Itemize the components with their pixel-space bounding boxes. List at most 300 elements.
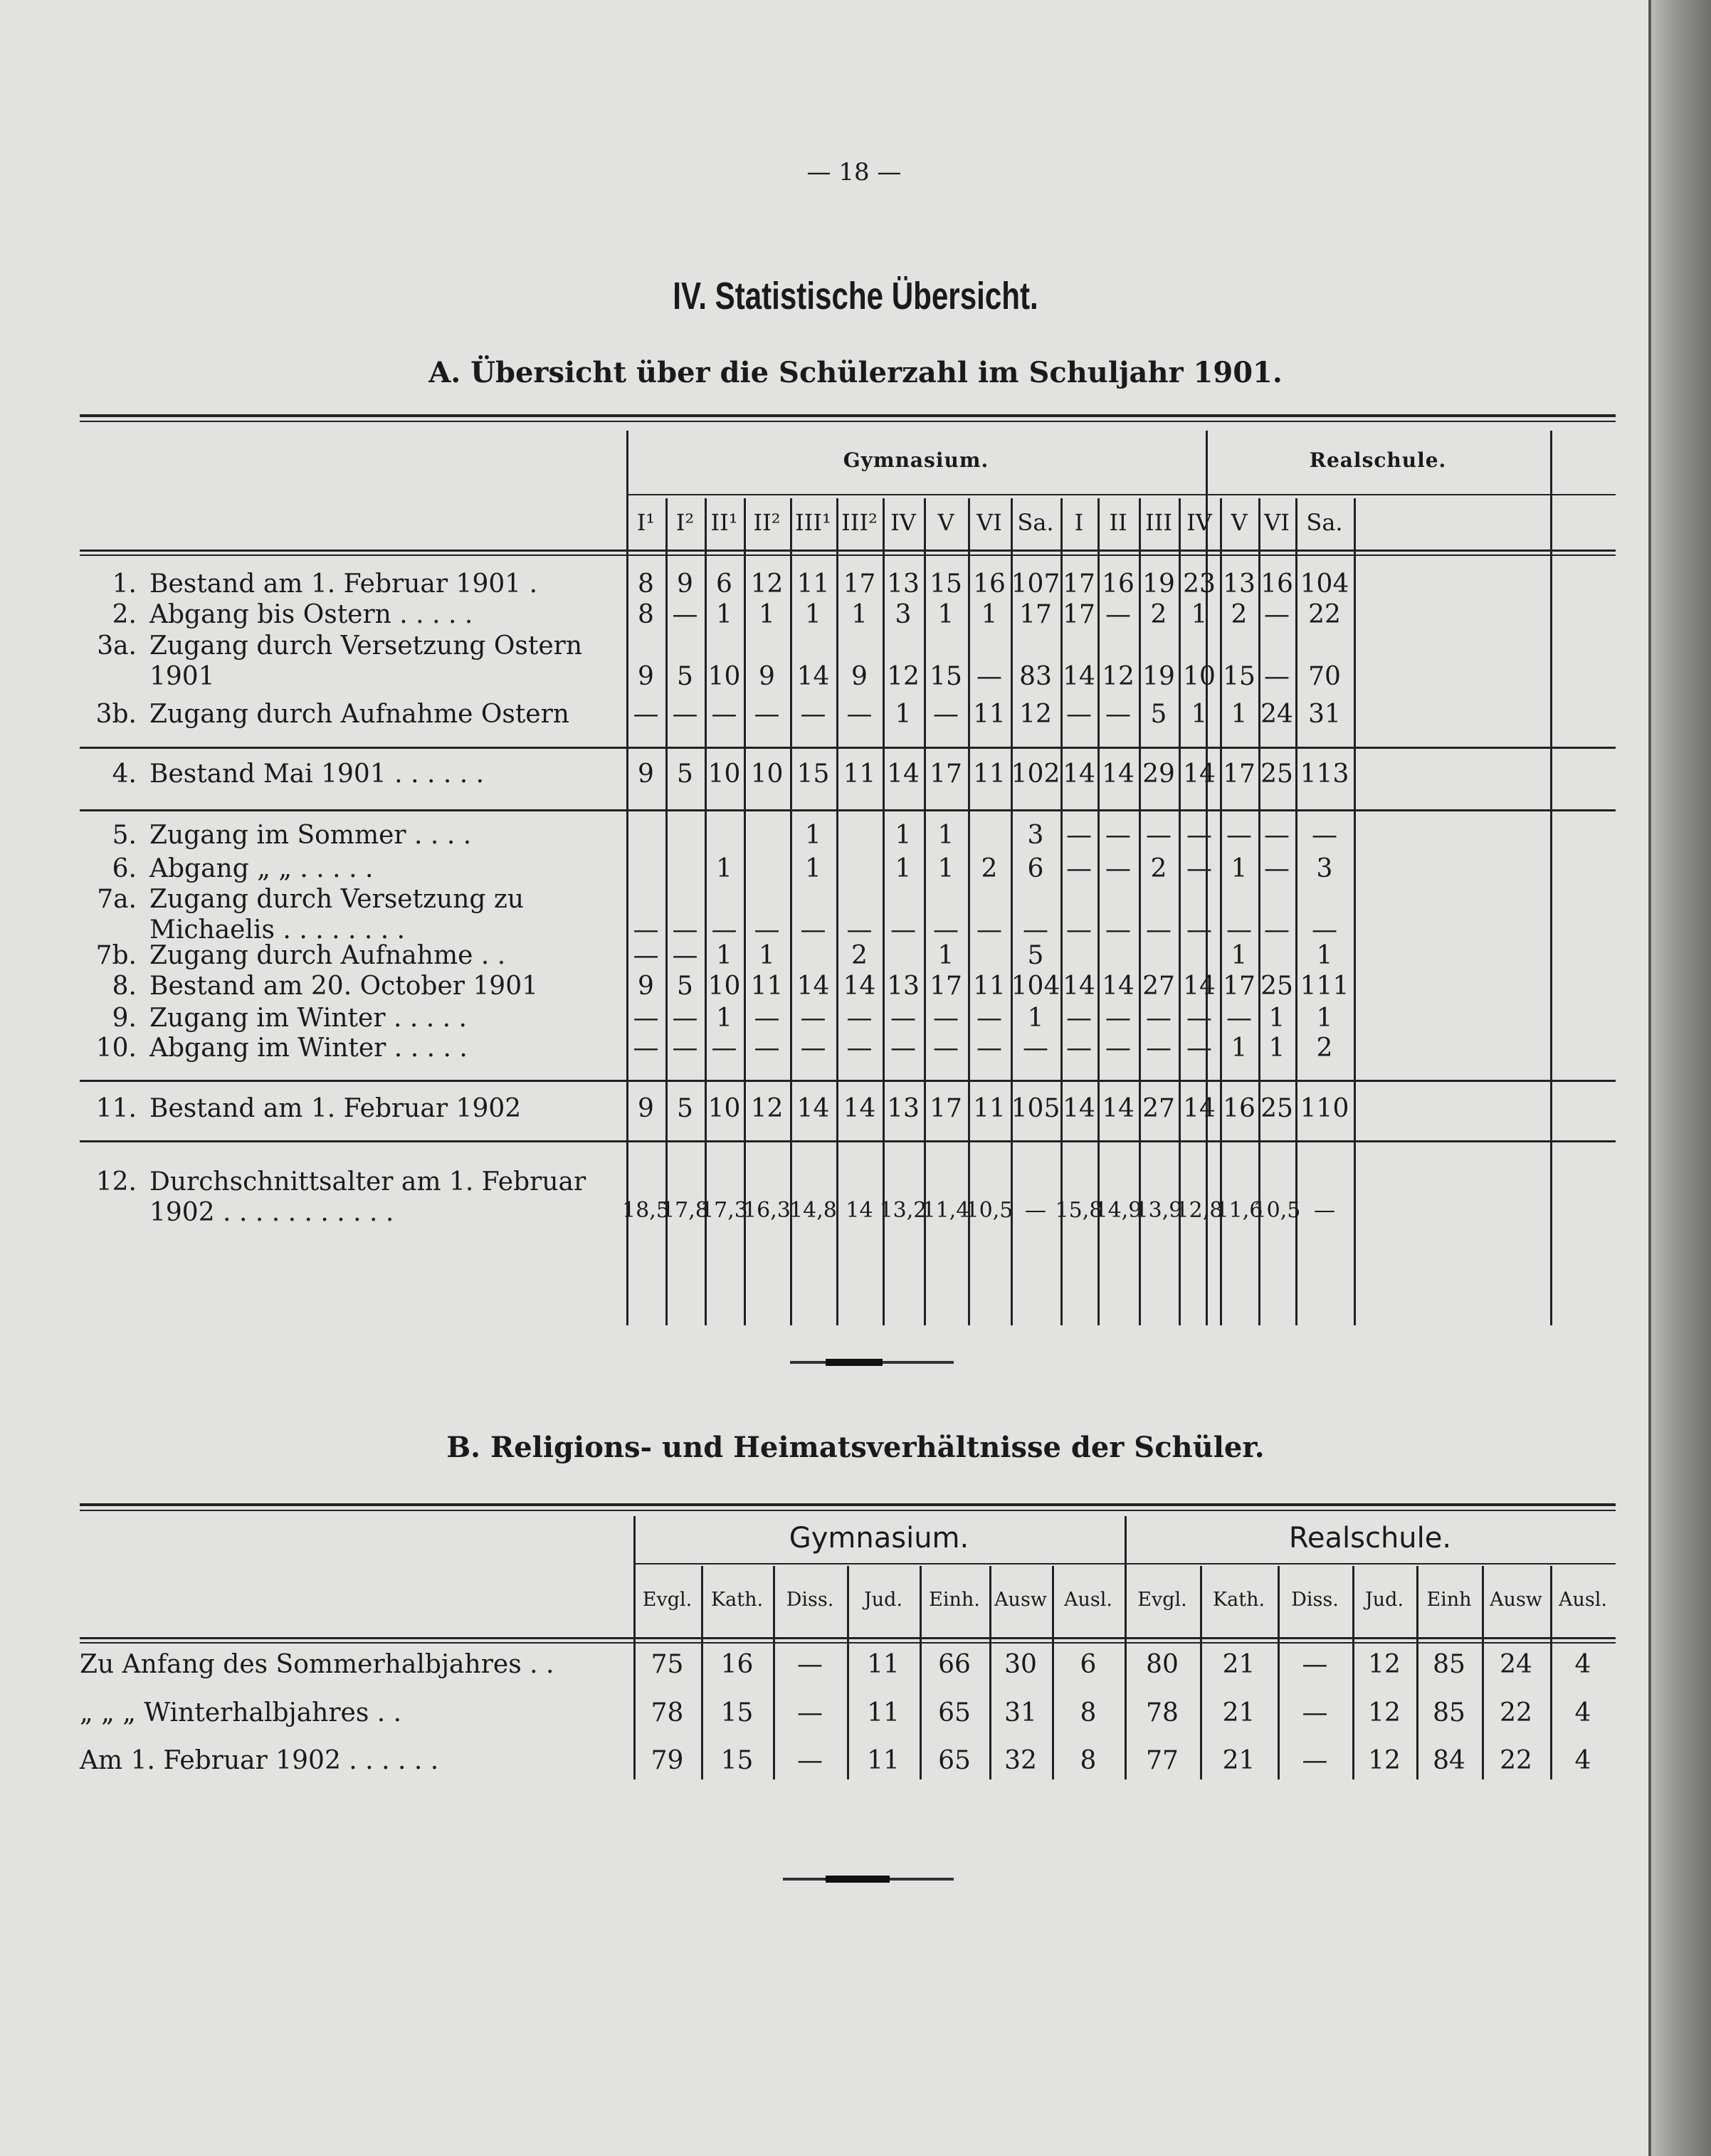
table-cell: — xyxy=(1186,854,1212,883)
table-cell: 14,8 xyxy=(789,1198,837,1223)
table-cell: 5 xyxy=(677,972,693,1001)
table-cell: 1 xyxy=(937,600,954,629)
table-cell: 12,8 xyxy=(1175,1198,1223,1223)
table-cell: 11 xyxy=(973,1094,1006,1123)
table-cell: 14 xyxy=(1063,1094,1095,1123)
table-cell: 1 xyxy=(1231,854,1248,883)
table-cell: 24 xyxy=(1260,700,1293,729)
table-cell: 17,3 xyxy=(700,1198,748,1223)
table-cell: 1 xyxy=(981,600,998,629)
table-cell: 1 xyxy=(1268,1034,1285,1063)
column-header: VI xyxy=(1264,509,1290,536)
table-cell: — xyxy=(1066,854,1092,883)
table-cell: — xyxy=(1264,662,1290,691)
table-cell: — xyxy=(933,700,959,729)
table-cell: 10,5 xyxy=(1253,1198,1301,1223)
table-cell: 22 xyxy=(1500,1698,1532,1728)
table-a-rule-before-row-4 xyxy=(80,747,1616,749)
table-cell: 5 xyxy=(677,662,693,691)
column-header: Diss. xyxy=(786,1589,834,1611)
table-cell: 27 xyxy=(1142,1094,1175,1123)
table-cell: — xyxy=(797,1650,823,1679)
table-cell: 5 xyxy=(677,759,693,789)
table-cell: 17,8 xyxy=(661,1198,709,1223)
column-header: III xyxy=(1145,509,1172,536)
table-cell: 1 xyxy=(1231,941,1248,970)
table-cell: 5 xyxy=(1027,941,1044,970)
table-cell: 111 xyxy=(1300,972,1349,1001)
table-cell: 15 xyxy=(930,569,962,599)
table-cell: 27 xyxy=(1142,972,1175,1001)
page-title: IV. Statistische Übersicht. xyxy=(673,275,1038,317)
table-cell: 1 xyxy=(895,854,912,883)
table-cell: 5 xyxy=(677,1094,693,1123)
table-cell: 1 xyxy=(937,941,954,970)
table-cell: 3 xyxy=(1316,854,1333,883)
table-cell: 4 xyxy=(1574,1746,1591,1775)
table-cell: 107 xyxy=(1011,569,1060,599)
table-a-top-rule xyxy=(80,414,1616,417)
realschule-header: Realschule. xyxy=(1288,1522,1452,1555)
column-header: Ausw xyxy=(1490,1589,1542,1611)
table-cell: 13 xyxy=(887,972,920,1001)
table-cell: 84 xyxy=(1433,1746,1465,1775)
table-cell: 113 xyxy=(1300,759,1349,789)
table-cell: 23 xyxy=(1183,569,1216,599)
table-cell: 66 xyxy=(938,1650,971,1679)
table-cell: — xyxy=(633,700,659,729)
table-cell: 11,6 xyxy=(1215,1198,1263,1223)
row-label: Zugang durch Versetzung zu xyxy=(149,885,525,914)
table-cell: — xyxy=(1066,700,1092,729)
column-header: Evgl. xyxy=(642,1589,693,1611)
table-cell: — xyxy=(933,915,959,945)
row-label: Zugang durch Aufnahme . . xyxy=(149,941,506,970)
table-cell: 8 xyxy=(638,569,654,599)
table-cell: 16,3 xyxy=(743,1198,791,1223)
column-header: II² xyxy=(753,509,781,536)
table-cell: 65 xyxy=(938,1746,971,1775)
column-header: V xyxy=(937,509,954,536)
table-cell: — xyxy=(933,1004,959,1033)
table-cell: 14 xyxy=(1102,759,1134,789)
table-cell: — xyxy=(1302,1650,1328,1679)
table-cell: 6 xyxy=(1027,854,1044,883)
table-cell: 14 xyxy=(1102,1094,1134,1123)
row-label: Abgang „ „ . . . . . xyxy=(149,854,374,883)
table-cell: — xyxy=(633,941,659,970)
table-cell: 10 xyxy=(707,1094,741,1123)
table-cell: 14 xyxy=(796,1094,830,1123)
table-cell: 1 xyxy=(716,600,732,629)
table-cell: 14 xyxy=(887,759,920,789)
table-cell: 19 xyxy=(1142,569,1175,599)
table-cell: — xyxy=(800,700,826,729)
table-cell: 10 xyxy=(707,662,741,691)
table-cell: 10 xyxy=(750,759,784,789)
row-label: Durchschnittsalter am 1. Februar xyxy=(149,1167,586,1197)
page-edge-shadow xyxy=(1650,0,1711,2156)
table-cell: — xyxy=(1302,1698,1328,1728)
table-cell: 80 xyxy=(1146,1650,1179,1679)
table-cell: — xyxy=(976,1034,1002,1063)
gymnasium-header: Gymnasium. xyxy=(843,448,989,472)
table-cell: 12 xyxy=(1368,1650,1401,1679)
table-cell: 14 xyxy=(796,662,830,691)
table-cell: 25 xyxy=(1260,759,1293,789)
table-cell: — xyxy=(846,700,873,729)
table-cell: — xyxy=(1264,821,1290,850)
table-cell: 1 xyxy=(1268,1004,1285,1033)
column-header: Ausw xyxy=(994,1589,1047,1611)
table-cell: 1 xyxy=(937,854,954,883)
table-cell: 1 xyxy=(1231,1034,1248,1063)
table-cell: 12 xyxy=(750,1094,784,1123)
table-b-top-rule-inner xyxy=(80,1510,1616,1511)
table-cell: 11 xyxy=(796,569,830,599)
table-cell: 2 xyxy=(851,941,868,970)
table-cell: 9 xyxy=(638,662,654,691)
row-label: „ „ „ Winterhalbjahres . . xyxy=(80,1698,402,1728)
table-cell: 8 xyxy=(638,600,654,629)
table-cell: 11 xyxy=(867,1746,900,1775)
table-cell: 24 xyxy=(1500,1650,1532,1679)
table-a-top-rule-inner xyxy=(80,421,1616,422)
table-cell: 78 xyxy=(651,1698,684,1728)
table-cell: 22 xyxy=(1500,1746,1532,1775)
table-cell: 19 xyxy=(1142,662,1175,691)
table-cell: 17 xyxy=(1019,600,1052,629)
gymnasium-header: Gymnasium. xyxy=(789,1522,969,1555)
table-cell: — xyxy=(1186,915,1212,945)
table-cell: 9 xyxy=(638,759,654,789)
table-cell: — xyxy=(1105,1034,1131,1063)
table-cell: 12 xyxy=(1368,1698,1401,1728)
table-cell: 85 xyxy=(1433,1698,1465,1728)
divider-ornament-center xyxy=(826,1359,883,1366)
row-number: 7b. xyxy=(95,941,137,970)
row-label: Bestand am 20. October 1901 xyxy=(149,972,539,1001)
table-cell: 79 xyxy=(651,1746,684,1775)
table-cell: 3 xyxy=(895,600,912,629)
table-cell: 1 xyxy=(759,600,775,629)
table-cell: — xyxy=(1105,915,1131,945)
table-cell: 13 xyxy=(1223,569,1255,599)
table-cell: — xyxy=(672,915,698,945)
row-number: 4. xyxy=(112,759,137,789)
table-cell: — xyxy=(1264,854,1290,883)
table-cell: — xyxy=(711,700,737,729)
table-cell: — xyxy=(933,1034,959,1063)
table-cell: 12 xyxy=(1102,662,1134,691)
table-cell: 65 xyxy=(938,1698,971,1728)
table-cell: 2 xyxy=(1231,600,1248,629)
table-a-rule-before-row-5 xyxy=(80,809,1616,811)
table-cell: — xyxy=(1023,915,1048,945)
row-number: 10. xyxy=(95,1034,137,1063)
table-b-top-rule xyxy=(80,1503,1616,1506)
table-cell: 21 xyxy=(1222,1650,1255,1679)
table-cell: 9 xyxy=(638,972,654,1001)
table-cell: — xyxy=(1146,821,1172,850)
column-header: III¹ xyxy=(795,509,831,536)
table-cell: 9 xyxy=(638,1094,654,1123)
column-header: Diss. xyxy=(1291,1589,1339,1611)
table-cell: — xyxy=(711,1034,737,1063)
table-cell: 31 xyxy=(1308,700,1341,729)
column-header: Jud. xyxy=(863,1589,903,1611)
table-cell: 1 xyxy=(805,854,821,883)
table-cell: 30 xyxy=(1004,1650,1037,1679)
table-cell: 14 xyxy=(1063,759,1095,789)
table-cell: 11 xyxy=(867,1650,900,1679)
row-label: Zugang durch Versetzung Ostern xyxy=(149,631,583,661)
table-cell: 11 xyxy=(750,972,784,1001)
column-header: Ausl. xyxy=(1559,1589,1607,1611)
table-cell: 1 xyxy=(895,700,912,729)
table-cell: 14 xyxy=(796,972,830,1001)
table-cell: — xyxy=(672,941,698,970)
table-cell: 1 xyxy=(1191,600,1208,629)
table-cell: 1 xyxy=(805,600,821,629)
table-cell: 21 xyxy=(1222,1746,1255,1775)
table-cell: — xyxy=(1066,1004,1092,1033)
table-a-rule-before-row-12 xyxy=(80,1140,1616,1142)
table-cell: 22 xyxy=(1308,600,1341,629)
table-cell: — xyxy=(672,1034,698,1063)
table-cell: 10 xyxy=(1183,662,1216,691)
table-cell: — xyxy=(797,1698,823,1728)
table-cell: 21 xyxy=(1222,1698,1255,1728)
table-cell: — xyxy=(1186,821,1212,850)
table-cell: 78 xyxy=(1146,1698,1179,1728)
page-edge-line xyxy=(1648,0,1651,2156)
table-cell: — xyxy=(1226,1004,1252,1033)
table-cell: — xyxy=(797,1746,823,1775)
column-header: Kath. xyxy=(1212,1589,1265,1611)
table-cell: 13,2 xyxy=(879,1198,927,1223)
table-cell: 14 xyxy=(846,1198,873,1223)
table-cell: — xyxy=(1105,821,1131,850)
table-cell: — xyxy=(846,915,873,945)
column-header: Einh. xyxy=(929,1589,980,1611)
table-cell: 15 xyxy=(930,662,962,691)
row-label: Abgang im Winter . . . . . xyxy=(149,1034,468,1063)
column-header: I¹ xyxy=(636,509,656,536)
table-cell: 14 xyxy=(843,1094,876,1123)
table-cell: 75 xyxy=(651,1650,684,1679)
table-cell: — xyxy=(1264,915,1290,945)
row-label: Zu Anfang des Sommerhalbjahres . . xyxy=(80,1650,554,1679)
table-cell: — xyxy=(1146,1034,1172,1063)
table-cell: 1 xyxy=(716,941,732,970)
table-cell: — xyxy=(800,915,826,945)
table-cell: 16 xyxy=(973,569,1006,599)
table-cell: — xyxy=(890,1034,916,1063)
row-label: 1902 . . . . . . . . . . . xyxy=(149,1198,394,1227)
table-cell: 1 xyxy=(1316,1004,1333,1033)
table-cell: 15 xyxy=(796,759,830,789)
table-cell: — xyxy=(1314,1198,1335,1223)
column-header: Sa. xyxy=(1306,509,1343,536)
table-cell: 1 xyxy=(805,821,821,850)
column-header: Kath. xyxy=(710,1589,764,1611)
table-cell: 1 xyxy=(1191,700,1208,729)
table-cell: — xyxy=(1105,854,1131,883)
row-label: Zugang durch Aufnahme Ostern xyxy=(149,700,569,729)
table-cell: 104 xyxy=(1300,569,1349,599)
table-cell: 4 xyxy=(1574,1698,1591,1728)
table-cell: 3 xyxy=(1027,821,1044,850)
table-cell: 110 xyxy=(1300,1094,1349,1123)
row-label: Am 1. Februar 1902 . . . . . . xyxy=(80,1746,439,1775)
row-label: Bestand Mai 1901 . . . . . . xyxy=(149,759,485,789)
table-cell: 1 xyxy=(895,821,912,850)
table-cell: — xyxy=(890,1004,916,1033)
table-cell: 14 xyxy=(843,972,876,1001)
table-cell: — xyxy=(1226,821,1252,850)
table-cell: 16 xyxy=(1223,1094,1255,1123)
table-cell: 14 xyxy=(1183,759,1216,789)
table-a-header-rule xyxy=(626,494,1616,495)
table-b-group-divider xyxy=(1125,1516,1127,1779)
table-cell: — xyxy=(1105,1004,1131,1033)
table-cell: 6 xyxy=(1080,1650,1097,1679)
table-cell: — xyxy=(1226,915,1252,945)
table-cell: 1 xyxy=(937,821,954,850)
table-cell: 2 xyxy=(1150,854,1167,883)
table-cell: 11 xyxy=(843,759,876,789)
table-cell: 11 xyxy=(973,759,1006,789)
table-cell: 12 xyxy=(750,569,784,599)
table-cell: 70 xyxy=(1308,662,1341,691)
table-cell: 13,9 xyxy=(1134,1198,1183,1223)
table-cell: — xyxy=(1186,1004,1212,1033)
table-cell: — xyxy=(800,1034,826,1063)
table-cell: 1 xyxy=(716,854,732,883)
realschule-header: Realschule. xyxy=(1309,448,1447,472)
row-number: 3a. xyxy=(97,631,137,661)
table-cell: — xyxy=(1105,600,1131,629)
table-cell: 14,9 xyxy=(1094,1198,1142,1223)
table-cell: 104 xyxy=(1011,972,1060,1001)
table-cell: — xyxy=(1105,700,1131,729)
table-cell: 25 xyxy=(1260,972,1293,1001)
table-cell: — xyxy=(672,600,698,629)
row-number: 7a. xyxy=(97,885,137,914)
table-cell: 1 xyxy=(851,600,868,629)
column-header: IV xyxy=(1186,509,1212,536)
column-header: Einh xyxy=(1426,1589,1472,1611)
table-cell: — xyxy=(1146,1004,1172,1033)
table-cell: — xyxy=(633,1004,659,1033)
table-cell: — xyxy=(672,700,698,729)
table-cell: 77 xyxy=(1146,1746,1179,1775)
table-cell: — xyxy=(1186,1034,1212,1063)
column-header: III² xyxy=(841,509,878,536)
table-cell: 17 xyxy=(1223,972,1255,1001)
table-cell: 18,5 xyxy=(622,1198,670,1223)
table-cell: 17 xyxy=(930,972,962,1001)
row-number: 3b. xyxy=(95,700,137,729)
table-cell: — xyxy=(1146,915,1172,945)
table-cell: 16 xyxy=(1260,569,1293,599)
table-cell: 11 xyxy=(973,972,1006,1001)
table-cell: 9 xyxy=(677,569,693,599)
table-cell: 14 xyxy=(1063,662,1095,691)
table-cell: 25 xyxy=(1260,1094,1293,1123)
table-cell: 1 xyxy=(1027,1004,1044,1033)
table-cell: 105 xyxy=(1011,1094,1060,1123)
row-number: 8. xyxy=(112,972,137,1001)
table-a-left-rule xyxy=(626,431,628,1325)
table-cell: 31 xyxy=(1004,1698,1037,1728)
table-cell: 17 xyxy=(1063,569,1095,599)
table-cell: — xyxy=(1302,1746,1328,1775)
table-cell: 1 xyxy=(1316,941,1333,970)
table-cell: 2 xyxy=(981,854,998,883)
table-cell: — xyxy=(1066,1034,1092,1063)
table-cell: 85 xyxy=(1433,1650,1465,1679)
table-a-header-bottom-rule xyxy=(80,549,1616,552)
table-cell: — xyxy=(633,1034,659,1063)
table-cell: — xyxy=(890,915,916,945)
table-cell: 2 xyxy=(1316,1034,1333,1063)
page-number: — 18 — xyxy=(806,158,902,186)
column-header: Jud. xyxy=(1364,1589,1404,1611)
table-cell: 14 xyxy=(1183,972,1216,1001)
table-cell: — xyxy=(1312,915,1337,945)
column-header: Ausl. xyxy=(1064,1589,1112,1611)
column-header: I² xyxy=(675,509,695,536)
table-cell: 17 xyxy=(930,1094,962,1123)
table-cell: 6 xyxy=(716,569,732,599)
table-cell: 2 xyxy=(1150,600,1167,629)
row-label: 1901 xyxy=(149,662,215,691)
table-cell: 5 xyxy=(1150,700,1167,729)
table-cell: — xyxy=(1025,1198,1046,1223)
table-cell: — xyxy=(754,1004,780,1033)
row-label: Bestand am 1. Februar 1902 xyxy=(149,1094,522,1123)
row-label: Bestand am 1. Februar 1901 . xyxy=(149,569,538,599)
table-cell: 12 xyxy=(1019,700,1052,729)
table-cell: 17 xyxy=(843,569,876,599)
row-number: 5. xyxy=(112,821,137,850)
table-cell: 12 xyxy=(1368,1746,1401,1775)
column-header: II¹ xyxy=(710,509,738,536)
table-cell: 9 xyxy=(851,662,868,691)
table-cell: 14 xyxy=(1063,972,1095,1001)
table-a-header-bottom-rule-inner xyxy=(80,554,1616,556)
column-header: I xyxy=(1074,509,1084,536)
table-cell: — xyxy=(1066,915,1092,945)
table-cell: 16 xyxy=(1102,569,1134,599)
table-b-left-rule xyxy=(633,1516,636,1779)
table-cell: 14 xyxy=(1102,972,1134,1001)
table-cell: 16 xyxy=(720,1650,754,1679)
table-cell: — xyxy=(754,700,780,729)
end-ornament-center xyxy=(826,1876,890,1883)
table-cell: 1 xyxy=(759,941,775,970)
table-cell: 10 xyxy=(707,972,741,1001)
table-cell: 10 xyxy=(707,759,741,789)
table-cell: — xyxy=(672,1004,698,1033)
table-cell: — xyxy=(846,1004,873,1033)
table-a-right-rule xyxy=(1550,431,1552,1325)
table-cell: — xyxy=(976,915,1002,945)
table-cell: 11 xyxy=(973,700,1006,729)
table-cell: 14 xyxy=(1183,1094,1216,1123)
